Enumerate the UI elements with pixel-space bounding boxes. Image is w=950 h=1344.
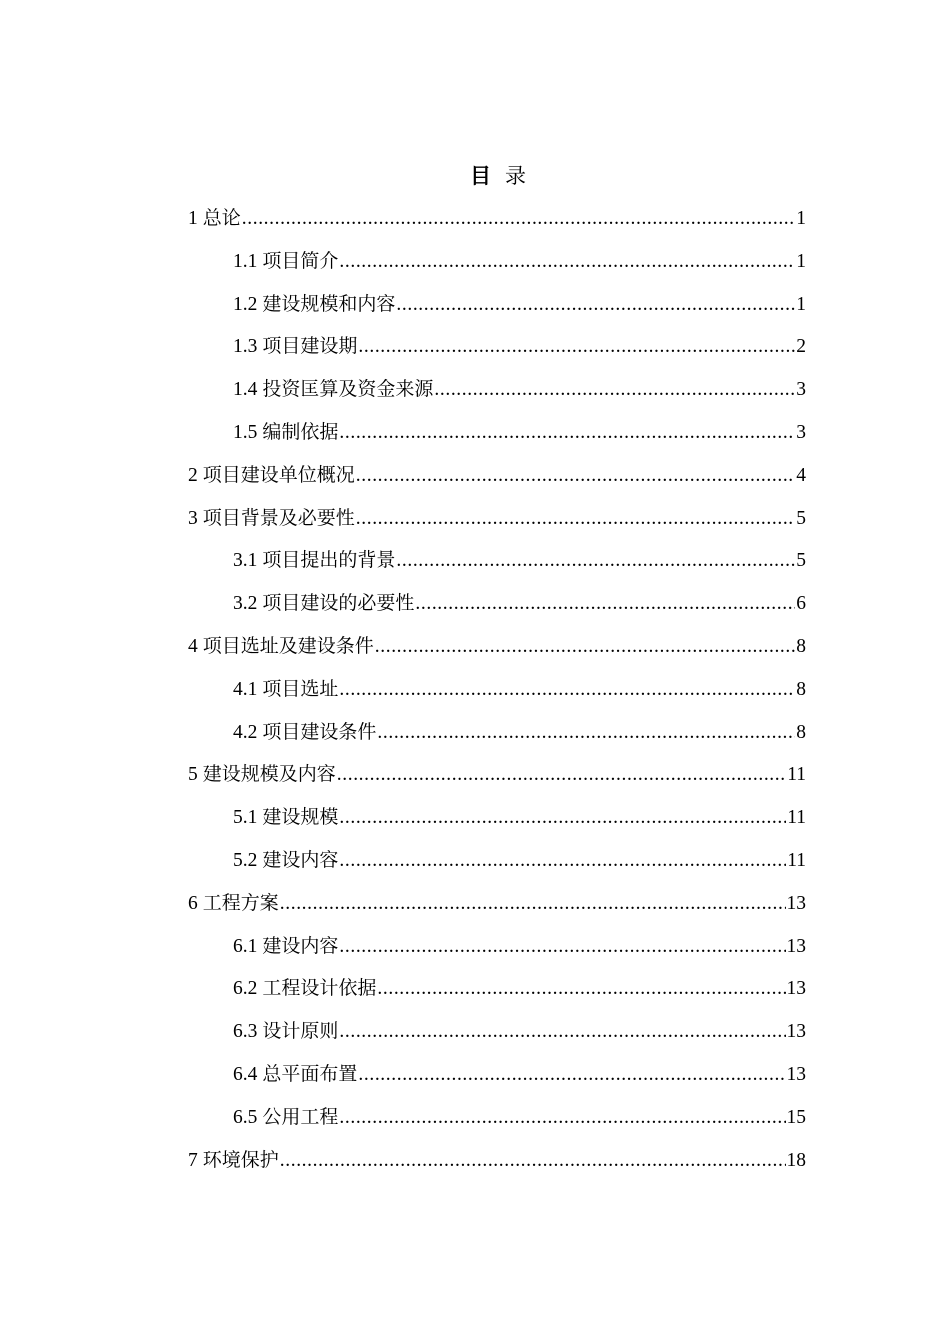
toc-page-number: 8	[796, 721, 806, 743]
toc-entry-label: 项目建设单位概况	[202, 463, 355, 486]
toc-page-number: 8	[796, 678, 806, 700]
toc-page-number: 1	[796, 208, 806, 229]
toc-dot-leader	[339, 797, 786, 840]
toc-page-number: 11	[787, 807, 806, 829]
toc-entry-label: 编制依据	[262, 420, 339, 443]
toc-entry-label: 建设规模及内容	[202, 763, 336, 786]
toc-dot-leader	[339, 669, 795, 712]
toc-page-number: 13	[786, 892, 806, 914]
toc-entry-number: 6.5	[233, 1106, 258, 1128]
toc-entry-number: 6.4	[233, 1063, 258, 1085]
toc-entry-label: 投资匡算及资金来源	[262, 378, 434, 401]
toc-section-entry[interactable]	[188, 582, 806, 625]
toc-entry-number: 7	[188, 1149, 198, 1171]
toc-section-entry[interactable]	[188, 668, 806, 711]
toc-dot-leader	[358, 1054, 785, 1097]
toc-page-number: 13	[786, 978, 806, 1000]
toc-entry-number: 3	[188, 507, 198, 529]
toc-dot-leader	[377, 712, 795, 755]
toc-dot-leader	[356, 498, 795, 541]
toc-entry-number: 3.1	[233, 550, 258, 572]
toc-section-entry[interactable]	[188, 1096, 806, 1139]
toc-dot-leader	[356, 455, 795, 498]
toc-entry-label: 工程方案	[202, 891, 279, 914]
toc-entry-label: 总平面布置	[262, 1062, 358, 1085]
toc-section-entry[interactable]	[188, 1010, 806, 1053]
toc-chapter-entry[interactable]	[188, 454, 806, 497]
toc-page-number: 15	[786, 1106, 806, 1128]
toc-page-number: 3	[796, 379, 806, 401]
toc-page-number: 8	[796, 635, 806, 657]
toc-entry-number: 1.3	[233, 336, 258, 358]
toc-entry-number: 2	[188, 464, 198, 486]
toc-section-entry[interactable]	[188, 839, 806, 882]
toc-section-entry[interactable]	[188, 967, 806, 1010]
toc-section-entry[interactable]	[188, 1053, 806, 1096]
toc-entry-number: 6.2	[233, 978, 258, 1000]
toc-page-number: 2	[796, 336, 806, 358]
toc-entry-label: 设计原则	[262, 1020, 339, 1043]
toc-dot-leader	[434, 369, 795, 412]
toc-chapter-entry[interactable]	[188, 753, 806, 796]
toc-entry-number: 1.4	[233, 379, 258, 401]
toc-dot-leader	[339, 1097, 785, 1140]
toc-title-char-2: 录	[505, 164, 528, 188]
table-of-contents	[188, 197, 806, 1181]
toc-entry-number: 1.5	[233, 421, 258, 443]
toc-section-entry[interactable]	[188, 325, 806, 368]
toc-entry-number: 6.1	[233, 935, 258, 957]
toc-entry-label: 工程设计依据	[262, 977, 377, 1000]
toc-entry-label: 公用工程	[262, 1105, 339, 1128]
toc-entry-number: 5.1	[233, 807, 258, 829]
toc-entry-label: 项目建设期	[262, 335, 358, 358]
toc-entry-label: 项目选址	[262, 677, 339, 700]
toc-dot-leader	[396, 284, 795, 327]
toc-entry-number: 4.2	[233, 721, 258, 743]
toc-section-entry[interactable]	[188, 796, 806, 839]
toc-dot-leader	[375, 626, 795, 669]
toc-dot-leader	[396, 540, 795, 583]
toc-entry-label: 项目建设条件	[262, 720, 377, 743]
toc-section-entry[interactable]	[188, 240, 806, 283]
toc-page-number: 11	[787, 849, 806, 871]
toc-chapter-entry[interactable]	[188, 197, 806, 240]
toc-entry-label: 项目建设的必要性	[262, 592, 415, 615]
toc-title-char-1: 目	[470, 164, 493, 188]
toc-entry-number: 4	[188, 635, 198, 657]
toc-entry-label: 建设内容	[262, 934, 339, 957]
toc-entry-number: 1.1	[233, 250, 258, 272]
toc-dot-leader	[415, 583, 795, 626]
toc-entry-label: 环境保护	[202, 1148, 279, 1171]
toc-entry-number: 4.1	[233, 678, 258, 700]
toc-page-number: 5	[796, 507, 806, 529]
toc-dot-leader	[339, 926, 785, 969]
toc-dot-leader	[339, 840, 786, 883]
toc-page-number: 13	[786, 1021, 806, 1043]
toc-dot-leader	[337, 754, 786, 797]
toc-chapter-entry[interactable]	[188, 625, 806, 668]
toc-entry-label: 总论	[202, 207, 241, 229]
toc-entry-number: 5.2	[233, 849, 258, 871]
toc-section-entry[interactable]	[188, 368, 806, 411]
toc-dot-leader	[339, 241, 795, 284]
toc-page-number: 5	[796, 550, 806, 572]
toc-entry-label: 项目背景及必要性	[202, 506, 355, 529]
toc-entry-label: 建设内容	[262, 848, 339, 871]
toc-chapter-entry[interactable]	[188, 882, 806, 925]
toc-entry-number: 6.3	[233, 1021, 258, 1043]
toc-title	[0, 160, 950, 190]
toc-entry-label: 建设规模	[262, 806, 339, 829]
toc-page-number: 1	[796, 250, 806, 272]
toc-chapter-entry[interactable]	[188, 497, 806, 540]
toc-section-entry[interactable]	[188, 283, 806, 326]
toc-dot-leader	[339, 1011, 785, 1054]
toc-entry-label: 项目简介	[262, 249, 339, 272]
toc-dot-leader	[377, 968, 785, 1011]
toc-entry-label: 项目选址及建设条件	[202, 634, 374, 657]
toc-dot-leader	[280, 1140, 786, 1183]
toc-page-number: 13	[786, 935, 806, 957]
toc-chapter-entry[interactable]	[188, 1139, 806, 1182]
toc-entry-label: 项目提出的背景	[262, 549, 396, 572]
toc-entry-number: 3.2	[233, 593, 258, 615]
toc-dot-leader	[339, 412, 795, 455]
toc-entry-number: 1.2	[233, 293, 258, 315]
toc-page-number: 3	[796, 421, 806, 443]
toc-entry-number: 6	[188, 892, 198, 914]
toc-entry-label: 建设规模和内容	[262, 292, 396, 315]
toc-page-number: 11	[787, 764, 806, 786]
toc-entry-number: 1	[188, 208, 198, 229]
toc-page-number: 4	[796, 464, 806, 486]
toc-section-entry[interactable]	[188, 411, 806, 454]
toc-page-number: 18	[786, 1149, 806, 1171]
toc-page-number: 1	[796, 293, 806, 315]
toc-dot-leader	[280, 883, 786, 926]
toc-section-entry[interactable]	[188, 711, 806, 754]
toc-entry-number: 5	[188, 764, 198, 786]
toc-page-number: 6	[796, 593, 806, 615]
toc-dot-leader	[358, 326, 795, 369]
toc-section-entry[interactable]	[188, 925, 806, 968]
toc-section-entry[interactable]	[188, 539, 806, 582]
toc-dot-leader	[242, 198, 795, 241]
toc-page-number: 13	[786, 1063, 806, 1085]
